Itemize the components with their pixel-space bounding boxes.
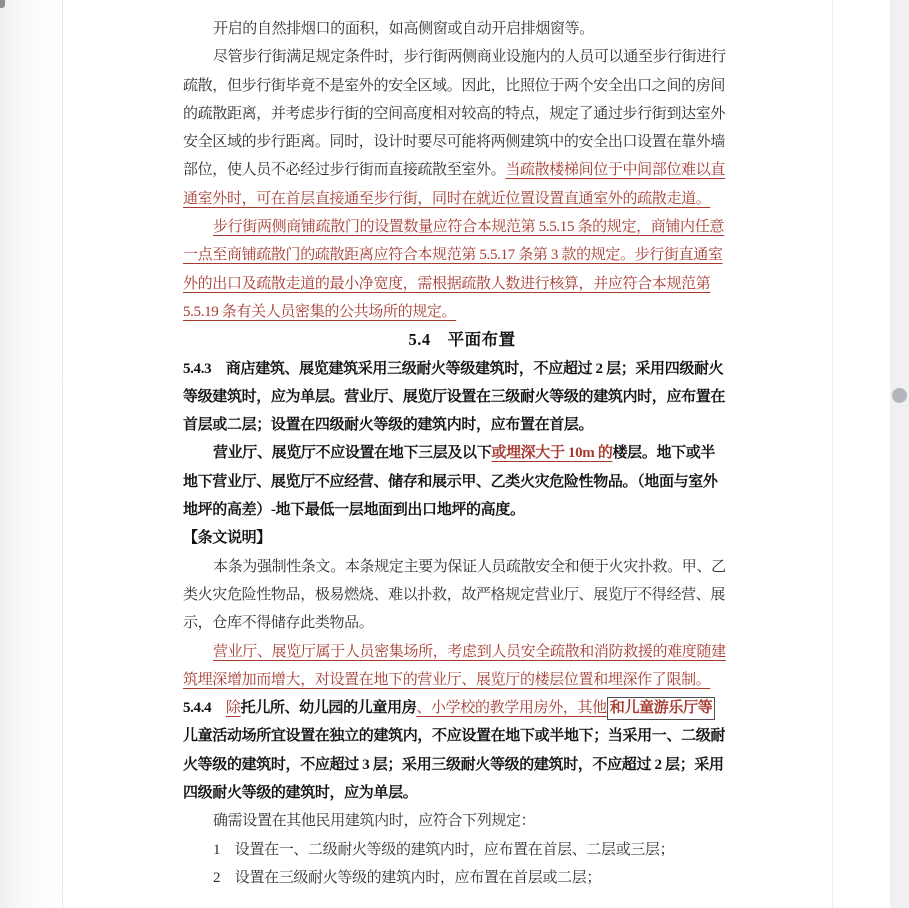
- inserted-text: 当疏散楼梯间位于中间部位难以直: [505, 162, 726, 179]
- text-line: [183, 581, 741, 609]
- provision-text: 地下营业厅、展览厅不应经营、储存和展示甲、乙类火灾危险性物品。（地面与室外: [183, 473, 718, 490]
- boxed-insertion: 和儿童游乐厅等: [607, 697, 716, 720]
- text-line: [183, 751, 741, 779]
- text-line: [183, 496, 741, 524]
- provision-text: 【条文说明】: [183, 530, 271, 547]
- text-line: [183, 439, 741, 467]
- text-line: [183, 836, 741, 864]
- provision-text: 5.4.4: [183, 700, 226, 717]
- provision-text: 火等级的建筑时，不应超过 3 层；采用三级耐火等级的建筑时，不应超过 2 层；采用: [183, 756, 724, 773]
- inserted-text: 营业厅、展览厅属于人员密集场所，考虑到人员安全疏散和消防救援的难度随建: [213, 643, 726, 660]
- text-line: [183, 298, 741, 326]
- text-segment: 疏散，但步行街毕竟不是室外的安全区域。因此，比照位于两个安全出口之间的房间: [183, 77, 726, 94]
- scrollbar-track[interactable]: [890, 0, 909, 908]
- text-segment: 确需设置在其他民用建筑内时，应符合下列规定：: [213, 813, 536, 830]
- inserted-text: 通室外时，可在首层直接通至步行街，同时在就近位置设置直通室外的疏散走道。: [183, 190, 711, 207]
- text-segment: 开启的自然排烟口的面积，如高侧窗或自动开启排烟窗等。: [213, 21, 594, 37]
- text-line: [183, 609, 741, 637]
- text-line: [183, 807, 741, 835]
- document-content: [183, 15, 741, 892]
- provision-text: 儿童活动场所宜设置在独立的建筑内，不应设置在地下或半地下；当采用一、二级耐: [183, 728, 726, 745]
- text-line: [183, 864, 741, 892]
- page-right-edge: [832, 0, 833, 908]
- provision-text: 5.4 平面布置: [408, 330, 516, 350]
- text-line: [183, 524, 741, 552]
- inserted-text: 外的出口及疏散走道的最小净宽度，需根据疏散人数进行核算，并应符合本规范第: [183, 275, 711, 292]
- text-segment: 2 设置在三级耐火等级的建筑内时，应布置在首层或二层；: [213, 869, 602, 886]
- text-line: [183, 779, 741, 807]
- inserted-text: 一点至商铺疏散门的疏散距离应符合本规范第 5.5.17 条第 3 款的规定。步行街直通室: [183, 247, 723, 264]
- section-heading: [183, 326, 741, 354]
- page-left-shadow: [0, 0, 63, 908]
- inserted-text: 或埋深大于 10m 的: [491, 445, 613, 462]
- text-line: [183, 15, 741, 43]
- text-line: [183, 241, 741, 269]
- text-segment: 的疏散距离，并考虑步行街的空间高度相对较高的特点，规定了通过步行街到达室外: [183, 105, 726, 122]
- text-line: [183, 694, 741, 722]
- text-line: [183, 411, 741, 439]
- text-line: [183, 72, 741, 100]
- text-line: [183, 43, 741, 71]
- text-line: [183, 722, 741, 750]
- text-segment: 类火灾危险性物品，极易燃烧、难以扑救，故严格规定营业厅、展览厅不得经营、展: [183, 586, 726, 603]
- text-segment: 部位，使人员不必经过步行街而直接疏散至室外。: [183, 162, 506, 179]
- provision-text: 营业厅、展览厅不应设置在地下三层及以下: [213, 445, 492, 462]
- provision-text: 地坪的高差）-地下最低一层地面到出口地坪的高度。: [183, 502, 525, 519]
- text-segment: 安全区域的步行距离。同时，设计时要尽可能将两侧建筑中的安全出口设置在靠外墙: [183, 134, 726, 151]
- text-line: [183, 128, 741, 156]
- provision-text: 等级建筑时，应为单层。营业厅、展览厅设置在三级耐火等级的建筑内时，应布置在: [183, 388, 726, 405]
- text-segment: 示，仓库不得储存此类物品。: [183, 615, 374, 632]
- provision-text: 四级耐火等级的建筑时，应为单层。: [183, 785, 418, 802]
- text-line: [183, 666, 741, 694]
- inserted-text: 除: [225, 700, 241, 717]
- text-line: [183, 468, 741, 496]
- text-line: [183, 213, 741, 241]
- text-line: [183, 185, 741, 213]
- provision-text: 5.4.3 商店建筑、展览建筑采用三级耐火等级建筑时，不应超过 2 层；采用四级耐火: [183, 360, 724, 377]
- text-line: [183, 100, 741, 128]
- text-line: [183, 383, 741, 411]
- provision-text: 托儿所、幼儿园的儿童用房: [240, 700, 417, 717]
- inserted-text: 步行街两侧商铺疏散门的设置数量应符合本规范第 5.5.15 条的规定，商铺内任意: [213, 219, 725, 236]
- inserted-text: 、小学校的教学用房外，其他: [416, 700, 607, 717]
- text-line: [183, 553, 741, 581]
- inserted-text: 5.5.19 条有关人员密集的公共场所的规定。: [183, 303, 457, 320]
- text-line: [183, 156, 741, 184]
- provision-text: 楼层。地下或半: [612, 445, 716, 462]
- scrollbar-thumb[interactable]: [892, 388, 907, 403]
- inserted-text: 筑埋深增加而增大，对设置在地下的营业厅、展览厅的楼层位置和埋深作了限制。: [183, 671, 711, 688]
- text-segment: 尽管步行街满足规定条件时，步行街两侧商业设施内的人员可以通至步行街进行: [213, 49, 726, 66]
- text-segment: 1 设置在一、二级耐火等级的建筑内时，应布置在首层、二层或三层；: [213, 841, 675, 858]
- provision-text: 首层或二层；设置在四级耐火等级的建筑内时，应布置在首层。: [183, 417, 594, 434]
- text-line: [183, 270, 741, 298]
- text-line: [183, 638, 741, 666]
- text-segment: 本条为强制性条文。本条规定主要为保证人员疏散安全和便于火灾扑救。甲、乙: [213, 558, 726, 575]
- text-line: [183, 355, 741, 383]
- corner-mark: [0, 0, 5, 8]
